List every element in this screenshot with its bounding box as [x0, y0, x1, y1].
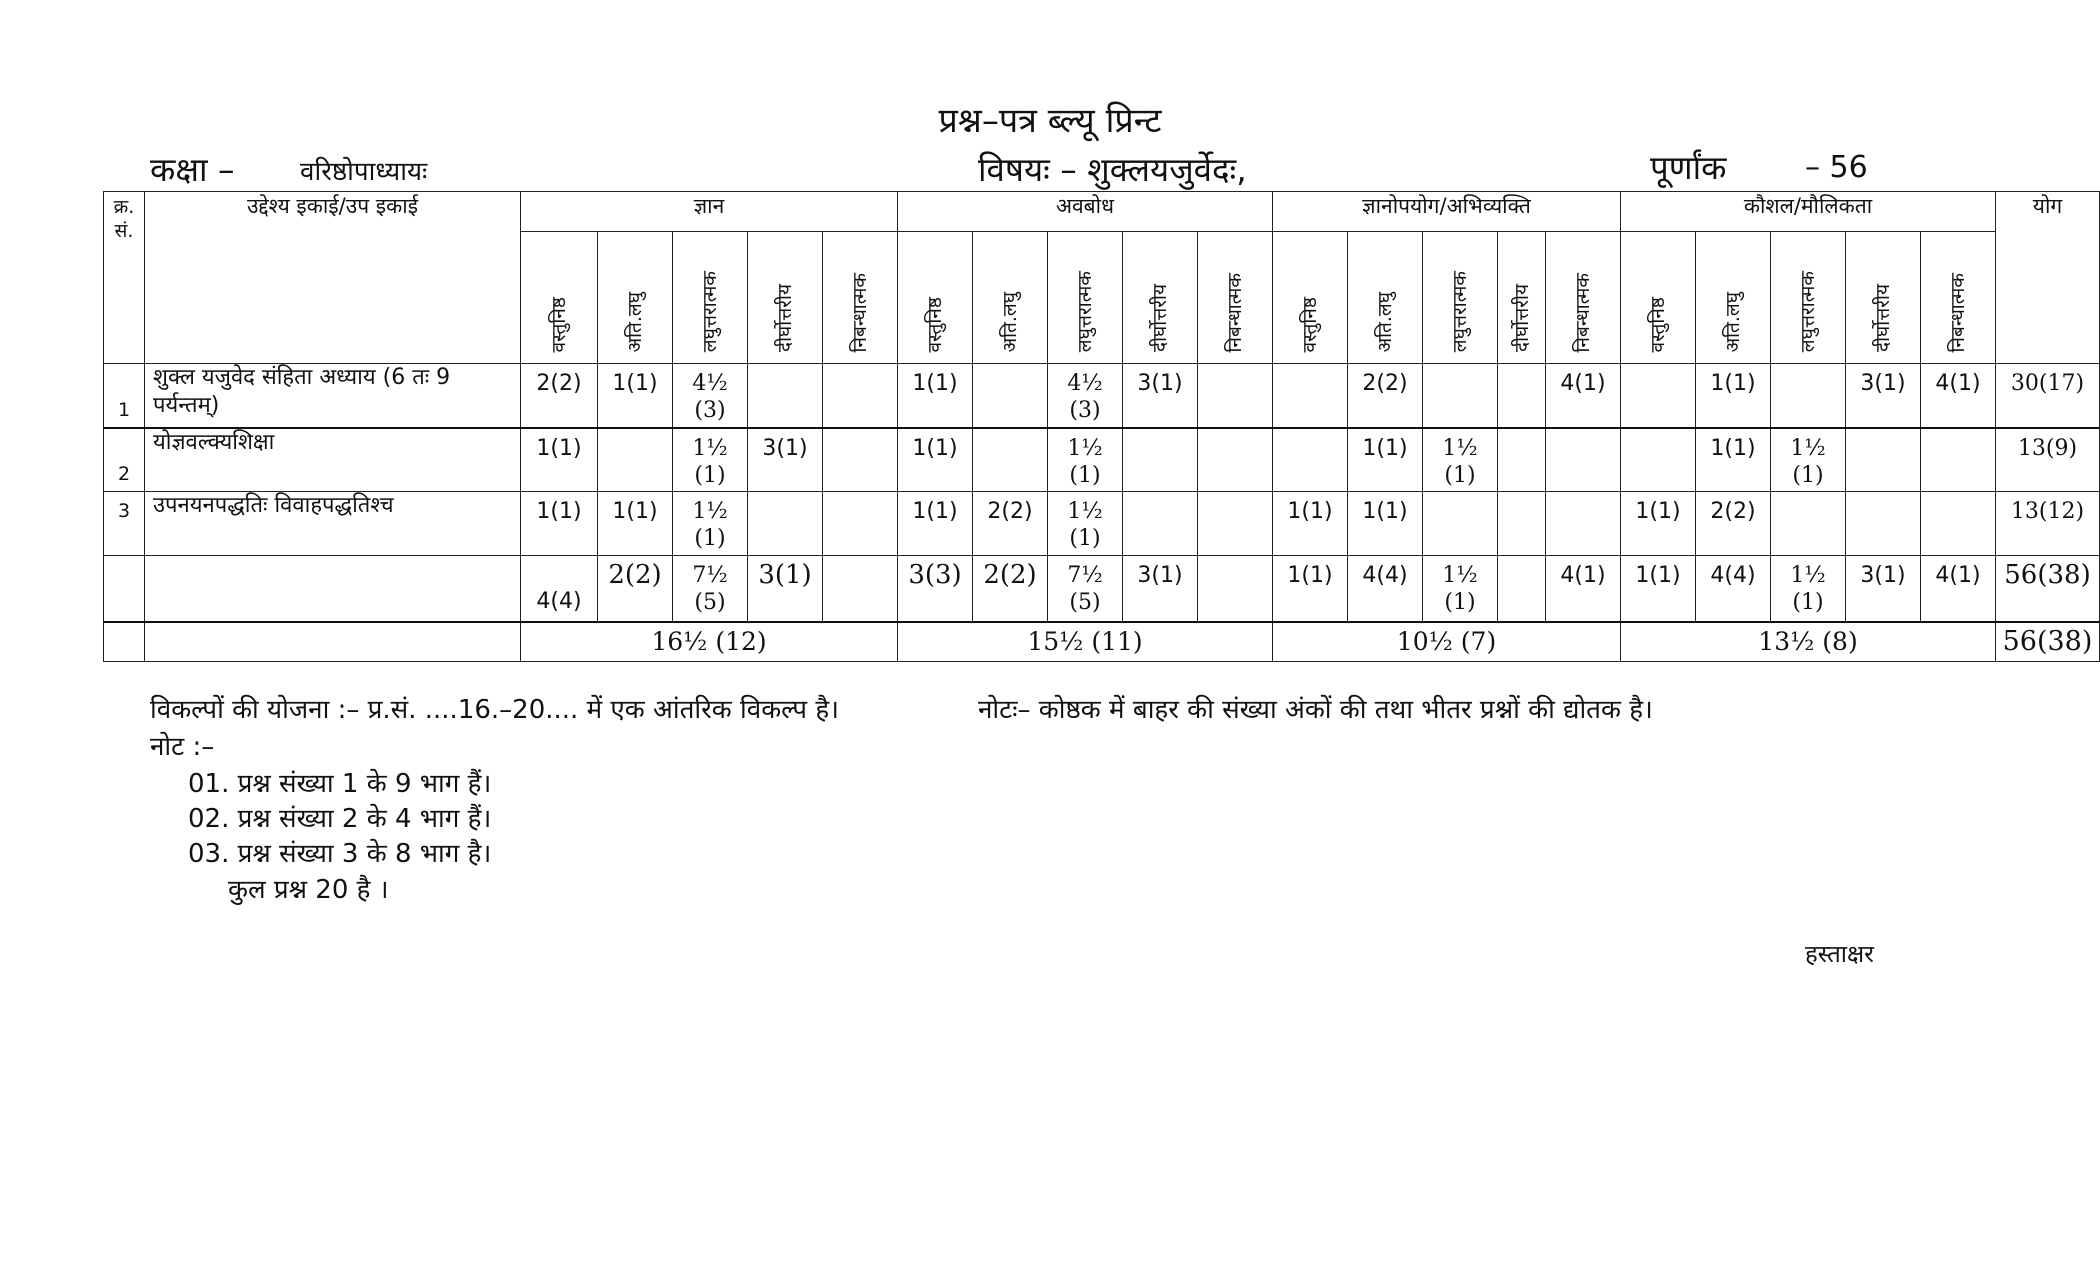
max-marks-value: – 56	[1805, 150, 1868, 185]
subject-label: विषयः – शुक्लयजुर्वेदः,	[978, 150, 1247, 189]
subheader-avabodh-ati-laghu: अति.लघु	[973, 232, 1048, 364]
subheader-kaushal-dirghottariya: दीर्घोत्तरीय	[1846, 232, 1921, 364]
blueprint-table	[103, 191, 2100, 662]
marks-cell	[748, 492, 823, 556]
marks-cell	[1621, 428, 1696, 492]
marks-cell	[1198, 492, 1273, 556]
subheader-avabodh-laghuttaratmak: लघुत्तरात्मक	[1048, 232, 1123, 364]
group-header-row	[104, 192, 2100, 232]
marks-cell: 1½ (1)	[1423, 428, 1498, 492]
row-total: 13(12)	[1996, 492, 2100, 556]
marks-cell: 3(1)	[1123, 364, 1198, 428]
marks-cell	[1771, 364, 1846, 428]
unit-header: उद्देश्य इकाई/उप इकाई	[145, 192, 521, 364]
subheader-kaushal-laghuttaratmak: लघुत्तरात्मक	[1771, 232, 1846, 364]
table-row	[104, 364, 2100, 428]
sr-no-header: क्र. सं.	[104, 192, 145, 364]
marks-cell: 2(2)	[521, 364, 598, 428]
unit-name: योज्ञवल्क्यशिक्षा	[145, 428, 521, 492]
marks-cell: 1(1)	[898, 492, 973, 556]
bracket-note: नोटः– कोष्ठक में बाहर की संख्या अंकों की तथा भीतर प्रश्नों की द्योतक है।	[978, 695, 1653, 725]
subheader-gyanopayog-laghuttaratmak: लघुत्तरात्मक	[1423, 232, 1498, 364]
empty-cell	[104, 556, 145, 622]
marks-cell	[1273, 364, 1348, 428]
marks-cell: 1(1)	[1348, 492, 1423, 556]
marks-cell	[1498, 364, 1546, 428]
marks-cell: 2(2)	[1696, 492, 1771, 556]
marks-cell	[973, 364, 1048, 428]
row-total: 13(9)	[1996, 428, 2100, 492]
marks-cell: 1(1)	[1621, 492, 1696, 556]
subheader-kaushal-vastunishth: वस्तुनिष्ठ	[1621, 232, 1696, 364]
subheader-gyanopayog-nibandhatmak: निबन्धात्मक	[1546, 232, 1621, 364]
marks-cell: 4½ (3)	[673, 364, 748, 428]
column-total-cell: 2(2)	[598, 556, 673, 622]
marks-cell	[1123, 428, 1198, 492]
group-total-gyan: 16½ (12)	[521, 622, 898, 662]
total-header: योग	[1996, 192, 2100, 364]
marks-cell	[1546, 492, 1621, 556]
class-label: कक्षा –	[150, 150, 235, 189]
column-total-cell: 3(3)	[898, 556, 973, 622]
marks-cell: 1(1)	[1696, 428, 1771, 492]
marks-cell: 1½ (1)	[673, 428, 748, 492]
note-line-3: 03. प्रश्न संख्या 3 के 8 भाग है।	[188, 839, 492, 869]
marks-cell	[1846, 428, 1921, 492]
column-total-cell: 1½ (1)	[1423, 556, 1498, 622]
column-totals-row	[104, 556, 2100, 622]
marks-cell: 1(1)	[598, 492, 673, 556]
marks-cell	[1498, 428, 1546, 492]
empty-cell	[145, 556, 521, 622]
group-header-gyan: ज्ञान	[521, 192, 898, 232]
subheader-gyan-nibandhatmak: निबन्धात्मक	[823, 232, 898, 364]
marks-cell	[1273, 428, 1348, 492]
subheader-gyanopayog-ati-laghu: अति.लघु	[1348, 232, 1423, 364]
subheader-gyanopayog-dirghottariya: दीर्घोत्तरीय	[1498, 232, 1546, 364]
column-total-cell	[1198, 556, 1273, 622]
marks-cell	[1771, 492, 1846, 556]
column-total-cell: 3(1)	[748, 556, 823, 622]
empty-cell	[104, 622, 145, 662]
table-row	[104, 428, 2100, 492]
subheader-gyan-laghuttaratmak: लघुत्तरात्मक	[673, 232, 748, 364]
column-total-cell: 4(4)	[521, 556, 598, 622]
marks-cell	[598, 428, 673, 492]
marks-cell	[1123, 492, 1198, 556]
marks-cell: 1(1)	[898, 364, 973, 428]
column-total-cell: 4(1)	[1921, 556, 1996, 622]
subheader-avabodh-vastunishth: वस्तुनिष्ठ	[898, 232, 973, 364]
group-header-kaushal: कौशल/मौलिकता	[1621, 192, 1996, 232]
totals-row-total: 56(38)	[1996, 556, 2100, 622]
marks-cell: 1(1)	[1696, 364, 1771, 428]
marks-cell: 4(1)	[1921, 364, 1996, 428]
subheader-gyanopayog-vastunishth: वस्तुनिष्ठ	[1273, 232, 1348, 364]
group-total-gyanopayog: 10½ (7)	[1273, 622, 1621, 662]
column-total-cell: 1½ (1)	[1771, 556, 1846, 622]
group-header-gyanopayog: ज्ञानोपयोग/अभिव्यक्ति	[1273, 192, 1621, 232]
note-line-1: 01. प्रश्न संख्या 1 के 9 भाग हैं।	[188, 769, 492, 799]
marks-cell	[823, 364, 898, 428]
marks-cell: 1(1)	[598, 364, 673, 428]
marks-cell: 1½ (1)	[1048, 428, 1123, 492]
marks-cell	[1921, 428, 1996, 492]
marks-cell: 3(1)	[1846, 364, 1921, 428]
subheader-avabodh-nibandhatmak: निबन्धात्मक	[1198, 232, 1273, 364]
column-total-cell: 3(1)	[1123, 556, 1198, 622]
column-total-cell: 4(4)	[1696, 556, 1771, 622]
column-total-cell: 1(1)	[1273, 556, 1348, 622]
column-total-cell	[1498, 556, 1546, 622]
group-header-avabodh: अवबोध	[898, 192, 1273, 232]
marks-cell: 1½ (1)	[673, 492, 748, 556]
column-total-cell: 7½ (5)	[673, 556, 748, 622]
column-total-cell	[823, 556, 898, 622]
group-totals-row	[104, 622, 2100, 662]
group-total-kaushal: 13½ (8)	[1621, 622, 1996, 662]
marks-cell	[1198, 428, 1273, 492]
subheader-kaushal-ati-laghu: अति.लघु	[1696, 232, 1771, 364]
column-total-cell: 2(2)	[973, 556, 1048, 622]
subheader-gyan-vastunishth: वस्तुनिष्ठ	[521, 232, 598, 364]
grand-total: 56(38)	[1996, 622, 2100, 662]
marks-cell	[1198, 364, 1273, 428]
marks-cell	[1498, 492, 1546, 556]
unit-name: शुक्ल यजुवेद संहिता अध्याय (6 तः 9 पर्यन्तम्)	[145, 364, 521, 428]
column-total-cell: 4(1)	[1546, 556, 1621, 622]
marks-cell	[1621, 364, 1696, 428]
marks-cell: 3(1)	[748, 428, 823, 492]
row-serial-number: 1	[104, 364, 145, 428]
note-line-total: कुल प्रश्न 20 है ।	[228, 875, 389, 905]
marks-cell	[748, 364, 823, 428]
marks-cell: 1(1)	[898, 428, 973, 492]
marks-cell	[823, 428, 898, 492]
marks-cell: 1½ (1)	[1048, 492, 1123, 556]
signature-label: हस्ताक्षर	[1805, 940, 1874, 968]
group-total-avabodh: 15½ (11)	[898, 622, 1273, 662]
class-value: वरिष्ठोपाध्यायः	[300, 157, 428, 187]
marks-cell: 1(1)	[521, 428, 598, 492]
row-serial-number: 3	[104, 492, 145, 556]
subheader-gyan-dirghottariya: दीर्घोत्तरीय	[748, 232, 823, 364]
marks-cell	[1546, 428, 1621, 492]
column-total-cell: 4(4)	[1348, 556, 1423, 622]
marks-cell: 4½ (3)	[1048, 364, 1123, 428]
column-total-cell: 3(1)	[1846, 556, 1921, 622]
row-serial-number: 2	[104, 428, 145, 492]
marks-cell	[1423, 364, 1498, 428]
column-total-cell: 1(1)	[1621, 556, 1696, 622]
empty-cell	[145, 622, 521, 662]
table-row	[104, 492, 2100, 556]
marks-cell: 1(1)	[521, 492, 598, 556]
marks-cell: 1(1)	[1273, 492, 1348, 556]
options-scheme-note: विकल्पों की योजना :– प्र.सं. ....16.–20.... में एक आंतरिक विकल्प है।	[150, 695, 840, 725]
marks-cell	[823, 492, 898, 556]
subheader-gyan-ati-laghu: अति.लघु	[598, 232, 673, 364]
marks-cell: 1½ (1)	[1771, 428, 1846, 492]
document-title: प्रश्न–पत्र ब्ल्यू प्रिन्ट	[938, 101, 1162, 141]
unit-name: उपनयनपद्धतिः विवाहपद्धतिश्च	[145, 492, 521, 556]
note-heading: नोट :–	[150, 732, 215, 762]
marks-cell: 4(1)	[1546, 364, 1621, 428]
marks-cell: 2(2)	[973, 492, 1048, 556]
max-marks-label: पूर्णांक	[1650, 148, 1727, 187]
marks-cell: 2(2)	[1348, 364, 1423, 428]
marks-cell	[1846, 492, 1921, 556]
subheader-kaushal-nibandhatmak: निबन्धात्मक	[1921, 232, 1996, 364]
column-total-cell: 7½ (5)	[1048, 556, 1123, 622]
marks-cell	[1921, 492, 1996, 556]
marks-cell	[973, 428, 1048, 492]
note-line-2: 02. प्रश्न संख्या 2 के 4 भाग हैं।	[188, 804, 492, 834]
marks-cell	[1423, 492, 1498, 556]
row-total: 30(17)	[1996, 364, 2100, 428]
subheader-avabodh-dirghottariya: दीर्घोत्तरीय	[1123, 232, 1198, 364]
marks-cell: 1(1)	[1348, 428, 1423, 492]
